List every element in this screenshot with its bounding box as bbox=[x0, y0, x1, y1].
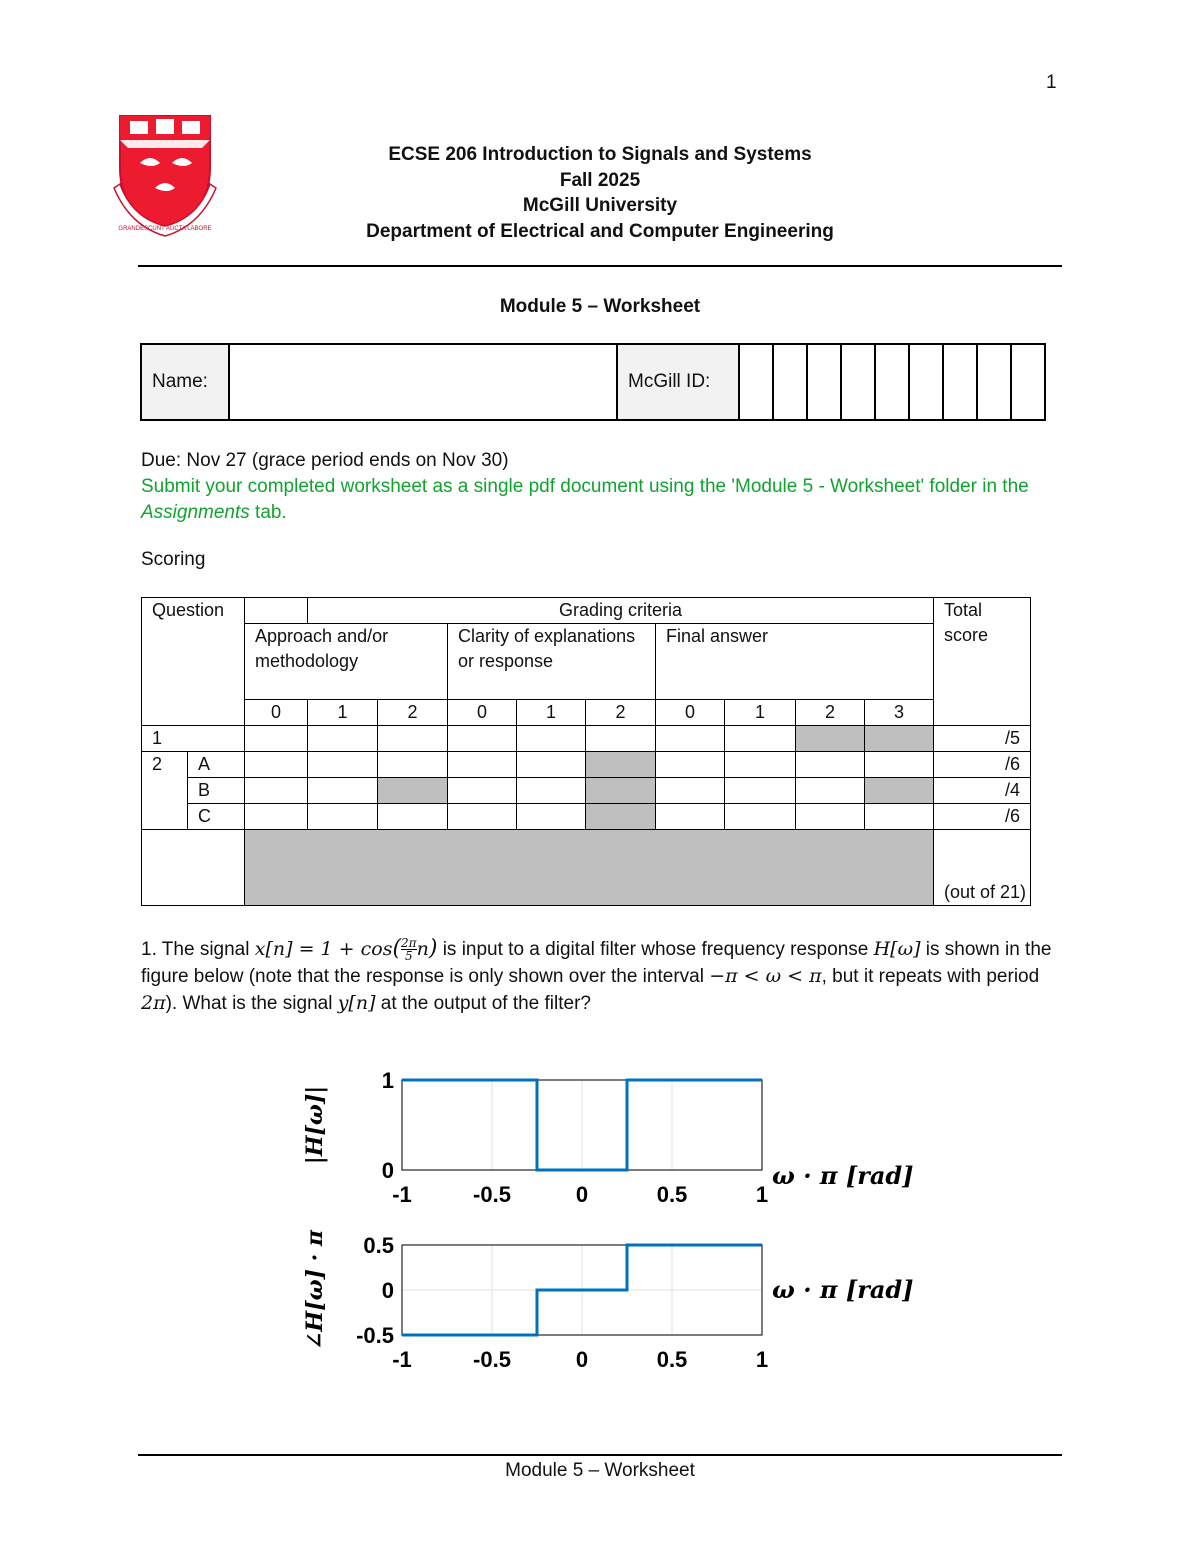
fraction-denominator: 5 bbox=[401, 949, 417, 962]
score-cell[interactable] bbox=[586, 726, 656, 752]
id-digit-box[interactable] bbox=[977, 344, 1011, 420]
x-tick-label: -0.5 bbox=[473, 1347, 511, 1372]
score-cell[interactable] bbox=[725, 778, 796, 804]
disabled-cell bbox=[865, 726, 934, 752]
score-cell[interactable] bbox=[308, 726, 378, 752]
x-tick-label: 0 bbox=[575, 1347, 589, 1372]
question-text: is shown in the figure below (note that the response is only shown over the interval bbox=[141, 939, 1052, 987]
interval-expression: −π < ω < π bbox=[709, 965, 822, 987]
score-cell[interactable] bbox=[378, 804, 448, 830]
total-label-cell bbox=[142, 830, 245, 906]
id-digit-box[interactable] bbox=[875, 344, 909, 420]
table-row bbox=[142, 778, 1031, 804]
fraction-numerator: 2π bbox=[401, 936, 417, 951]
score-cell[interactable] bbox=[448, 778, 517, 804]
criterion-approach: Approach and/or methodology bbox=[245, 624, 448, 700]
disabled-cell bbox=[245, 830, 934, 906]
question-text: is input to a digital filter whose frequency response bbox=[437, 939, 874, 960]
score-cell[interactable] bbox=[245, 726, 308, 752]
score-cell[interactable] bbox=[656, 804, 725, 830]
disabled-cell bbox=[378, 778, 448, 804]
name-field[interactable] bbox=[229, 344, 617, 420]
level-header: 2 bbox=[378, 700, 448, 726]
signal-argument: n bbox=[416, 938, 429, 960]
scoring-table bbox=[141, 597, 1031, 906]
page-footer: Module 5 – Worksheet bbox=[505, 1460, 695, 1481]
course-title: ECSE 206 Introduction to Signals and Systems bbox=[388, 144, 812, 165]
table-row bbox=[142, 830, 1031, 906]
row-total: /4 bbox=[934, 778, 1031, 804]
name-label: Name: bbox=[141, 344, 229, 420]
level-header: 1 bbox=[308, 700, 378, 726]
header-divider bbox=[138, 265, 1062, 267]
score-cell[interactable] bbox=[308, 804, 378, 830]
level-header: 3 bbox=[865, 700, 934, 726]
id-digit-box[interactable] bbox=[943, 344, 977, 420]
score-cell[interactable] bbox=[725, 726, 796, 752]
page-number: 1 bbox=[1046, 72, 1057, 93]
score-cell[interactable] bbox=[378, 752, 448, 778]
course-header bbox=[0, 142, 1200, 244]
score-cell[interactable] bbox=[448, 752, 517, 778]
level-header: 1 bbox=[517, 700, 586, 726]
sub-question: A bbox=[188, 752, 245, 778]
x-tick-label: 0 bbox=[575, 1182, 589, 1207]
score-cell[interactable] bbox=[245, 778, 308, 804]
question-number: 1 bbox=[142, 726, 245, 752]
scoring-label: Scoring bbox=[141, 549, 206, 570]
score-cell[interactable] bbox=[308, 752, 378, 778]
footer-divider bbox=[138, 1454, 1062, 1456]
submit-text: Submit your completed worksheet as a single pdf document using the 'Module 5 - Worksheet' folder in the bbox=[141, 476, 1029, 497]
x-tick-label: -0.5 bbox=[473, 1182, 511, 1207]
disabled-cell bbox=[586, 804, 656, 830]
score-cell[interactable] bbox=[725, 752, 796, 778]
y-tick-label: 0 bbox=[381, 1158, 394, 1183]
score-cell[interactable] bbox=[517, 804, 586, 830]
disabled-cell bbox=[586, 778, 656, 804]
frequency-response-symbol: H[ω] bbox=[873, 938, 921, 960]
question-number: 2 bbox=[142, 752, 188, 830]
blank-header-cell bbox=[245, 598, 308, 624]
fraction bbox=[401, 937, 417, 962]
level-header: 2 bbox=[586, 700, 656, 726]
row-total: /6 bbox=[934, 804, 1031, 830]
student-id-table bbox=[140, 343, 1046, 421]
y-axis-label: |H[ω]| bbox=[302, 1085, 328, 1165]
question-1: 1. The signal x[n] = 1 + cos( $\frac{2\pi}{5}$ n) is input to a digital filter whose frequency response H[ω] is shown in the figure below (note that the response is only shown over the interval −π < ω < π, but it repeats with period 2π). What is the signal y[n] at the output of the filter? bbox=[141, 936, 1052, 1014]
sub-question: C bbox=[188, 804, 245, 830]
id-digit-box[interactable] bbox=[1011, 344, 1045, 420]
score-cell[interactable] bbox=[656, 752, 725, 778]
id-digit-box[interactable] bbox=[841, 344, 875, 420]
disabled-cell bbox=[586, 752, 656, 778]
level-header: 0 bbox=[245, 700, 308, 726]
course-term: Fall 2025 bbox=[559, 169, 641, 191]
score-cell[interactable] bbox=[308, 778, 378, 804]
row-total: /6 bbox=[934, 752, 1031, 778]
question-text: , but it repeats with period bbox=[821, 966, 1040, 987]
x-tick-label: -1 bbox=[392, 1182, 412, 1207]
signal-expression: x[n] = 1 + cos bbox=[254, 938, 393, 960]
module-title: Module 5 – Worksheet bbox=[499, 296, 701, 317]
criterion-clarity: Clarity of explanations or response bbox=[448, 624, 656, 700]
score-cell[interactable] bbox=[448, 726, 517, 752]
total-score-header: Total score bbox=[934, 598, 1031, 726]
period-expression: 2π bbox=[141, 992, 166, 1014]
level-header: 1 bbox=[725, 700, 796, 726]
university-name: McGill University bbox=[522, 195, 678, 216]
output-signal-symbol: y[n] bbox=[337, 992, 376, 1014]
score-cell[interactable] bbox=[517, 778, 586, 804]
disabled-cell bbox=[865, 778, 934, 804]
table-row bbox=[142, 752, 1031, 778]
id-digit-box[interactable] bbox=[807, 344, 841, 420]
id-digit-box[interactable] bbox=[739, 344, 773, 420]
sub-question: B bbox=[188, 778, 245, 804]
question-number: 1. bbox=[141, 939, 157, 960]
question-text: at the output of the filter? bbox=[375, 993, 591, 1014]
x-tick-label: 0.5 bbox=[656, 1182, 688, 1207]
id-digit-box[interactable] bbox=[909, 344, 943, 420]
table-row bbox=[142, 726, 1031, 752]
frequency-response-figure bbox=[280, 1060, 920, 1400]
y-tick-label: -0.5 bbox=[356, 1323, 394, 1348]
score-cell[interactable] bbox=[865, 804, 934, 830]
question-text: ). What is the signal bbox=[165, 993, 338, 1014]
score-cell[interactable] bbox=[378, 726, 448, 752]
score-cell[interactable] bbox=[796, 778, 865, 804]
score-cell[interactable] bbox=[517, 726, 586, 752]
x-axis-label: ω · π [rad] bbox=[772, 1275, 914, 1304]
level-header: 0 bbox=[656, 700, 725, 726]
score-cell[interactable] bbox=[517, 752, 586, 778]
score-cell[interactable] bbox=[796, 752, 865, 778]
x-axis-label: ω · π [rad] bbox=[772, 1161, 914, 1190]
criterion-final-answer: Final answer bbox=[656, 624, 934, 700]
score-cell[interactable] bbox=[245, 752, 308, 778]
x-tick-label: -1 bbox=[392, 1347, 412, 1372]
out-of-total: (out of 21) bbox=[934, 830, 1031, 906]
id-digit-box[interactable] bbox=[773, 344, 807, 420]
x-tick-label: 1 bbox=[755, 1182, 769, 1207]
department-name: Department of Electrical and Computer Engineering bbox=[366, 220, 834, 242]
score-cell[interactable] bbox=[796, 804, 865, 830]
grading-criteria-header: Grading criteria bbox=[308, 598, 934, 624]
y-tick-label: 0.5 bbox=[363, 1233, 394, 1258]
question-text: The signal bbox=[161, 939, 255, 960]
score-cell[interactable] bbox=[725, 804, 796, 830]
x-tick-label: 1 bbox=[755, 1347, 769, 1372]
table-row bbox=[142, 804, 1031, 830]
score-cell[interactable] bbox=[865, 752, 934, 778]
mcgill-id-label: McGill ID: bbox=[617, 344, 739, 420]
score-cell[interactable] bbox=[448, 804, 517, 830]
crest-banner-text: GRANDESCUNT AUCTA LABORE bbox=[118, 226, 212, 232]
y-tick-label: 1 bbox=[381, 1068, 394, 1093]
y-axis-label: ∠H[ω] · π bbox=[302, 1229, 328, 1351]
row-total: /5 bbox=[934, 726, 1031, 752]
due-date: Due: Nov 27 (grace period ends on Nov 30) bbox=[141, 450, 509, 471]
question-header: Question bbox=[142, 598, 245, 726]
score-cell[interactable] bbox=[245, 804, 308, 830]
x-tick-label: 0.5 bbox=[656, 1347, 688, 1372]
level-header: 2 bbox=[796, 700, 865, 726]
score-cell[interactable] bbox=[656, 778, 725, 804]
submit-text-end: tab. bbox=[249, 501, 287, 523]
assignments-tab-name: Assignments bbox=[141, 501, 250, 523]
score-cell[interactable] bbox=[656, 726, 725, 752]
level-header: 0 bbox=[448, 700, 517, 726]
disabled-cell bbox=[796, 726, 865, 752]
submission-instructions bbox=[141, 474, 1061, 525]
y-tick-label: 0 bbox=[381, 1278, 394, 1303]
